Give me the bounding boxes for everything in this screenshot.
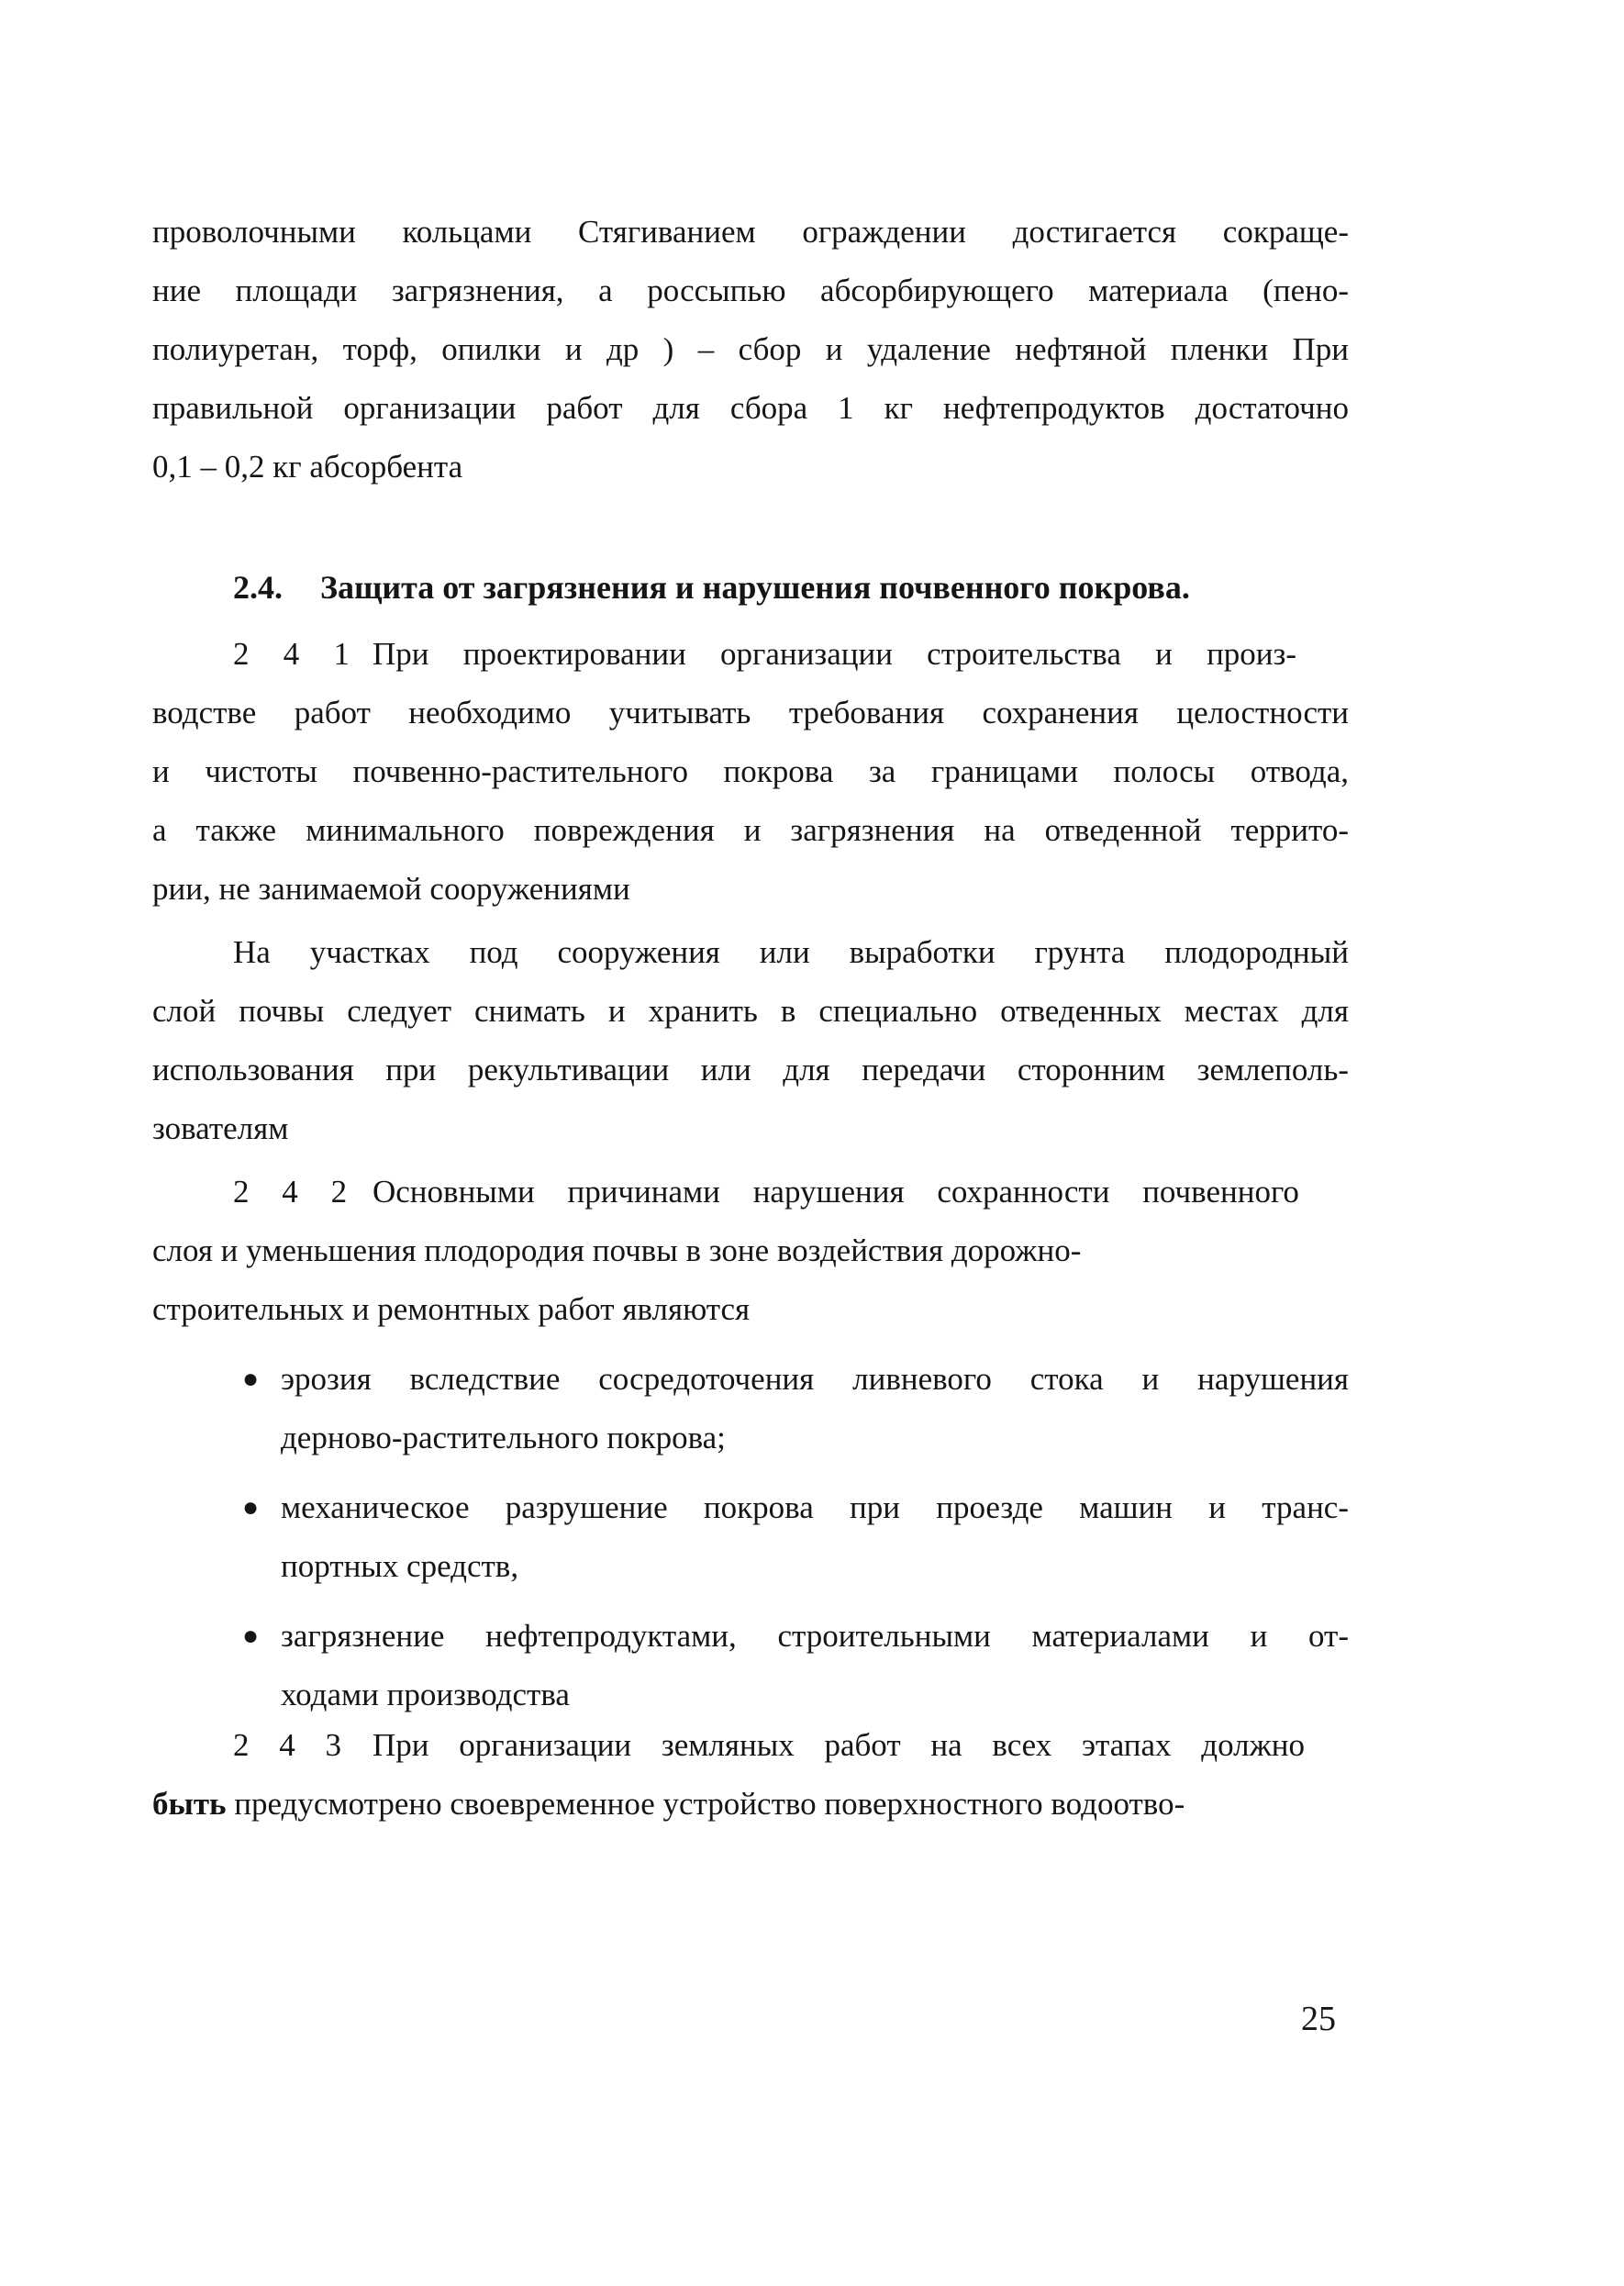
paragraph-first-line (152, 625, 1349, 684)
paragraph-first-line (152, 1163, 1349, 1221)
text-line: слой почвы следует снимать и хранить в специально отведенных местах для (152, 993, 1349, 1029)
paragraph-number: 2 4 3 (233, 1727, 341, 1763)
paragraph-number: 2 4 2 (233, 1174, 348, 1210)
bullet-list-container (242, 1350, 1349, 1724)
text-line: На участках под сооружения или выработки грунта плодородный (233, 934, 1349, 970)
text-line: При проектировании организации строительства и произ- (373, 636, 1297, 672)
text-line: эрозия вследствие сосредоточения ливневого стока и нарушения (281, 1361, 1349, 1397)
text-line: загрязнение нефтепродуктами, строительными материалами и от- (281, 1618, 1349, 1654)
bold-word: быть (152, 1786, 227, 1822)
text-line: проволочными кольцами Стягиванием ограждении достигается сокраще- (152, 214, 1349, 250)
text-line: и чистоты почвенно-растительного покрова за границами полосы отвода, (152, 753, 1349, 789)
text-line: зователям (152, 1110, 289, 1146)
section-title: Защита от загрязнения и нарушения почвенного покрова. (320, 569, 1190, 606)
page-number: 25 (1301, 2000, 1336, 2038)
text-line: слоя и уменьшения плодородия почвы в зоне воздействия дорожно- (152, 1232, 1082, 1268)
paragraph-2-4-1-continued (152, 923, 1349, 1158)
list-item (242, 1478, 1349, 1596)
paragraph-2-4-1 (152, 625, 1349, 919)
text-line: Основными причинами нарушения сохранности почвенного (373, 1174, 1299, 1210)
text-line: полиуретан, торф, опилки и др ) – сбор и удаление нефтяной пленки При (152, 331, 1349, 367)
text-line: строительных и ремонтных работ являются (152, 1291, 751, 1327)
text-line: 0,1 – 0,2 кг абсорбента (152, 449, 463, 485)
top-paragraph (152, 203, 1349, 496)
text-line: ходами производства (281, 1677, 570, 1712)
section-heading (233, 568, 1190, 607)
text-line: правильной организации работ для сбора 1 кг нефтепродуктов достаточно (152, 390, 1349, 426)
bullet-icon: ● (242, 1621, 260, 1651)
text-line: водстве работ необходимо учитывать требования сохранения целостности (152, 695, 1349, 730)
text-line: механическое разрушение покрова при проезде машин и транс- (281, 1489, 1349, 1525)
bullet-icon: ● (242, 1364, 260, 1394)
paragraph-number: 2 4 1 (233, 636, 350, 672)
text-line: портных средств, (281, 1548, 519, 1584)
bullet-list (242, 1350, 1349, 1724)
list-item (242, 1350, 1349, 1467)
text-line: использования при рекультивации или для передачи сторонним землеполь- (152, 1052, 1349, 1087)
text-line: дерново-растительного покрова; (281, 1420, 726, 1455)
paragraph-2-4-3 (152, 1716, 1349, 1834)
section-number: 2.4. (233, 569, 283, 606)
text-line (152, 1775, 1349, 1834)
list-item (242, 1607, 1349, 1724)
bullet-icon: ● (242, 1492, 260, 1522)
text-line: а также минимального повреждения и загрязнения на отведенной террито- (152, 812, 1349, 848)
text-fragment: предусмотрено своевременное устройство поверхностного водоотво- (226, 1786, 1185, 1822)
text-line: рии, не занимаемой сооружениями (152, 871, 630, 907)
text-line: При организации земляных работ на всех этапах должно (373, 1727, 1306, 1763)
paragraph-2-4-2 (152, 1163, 1349, 1339)
paragraph-first-line (152, 1716, 1349, 1775)
text-line: ние площади загрязнения, а россыпью абсорбирующего материала (пено- (152, 273, 1349, 308)
